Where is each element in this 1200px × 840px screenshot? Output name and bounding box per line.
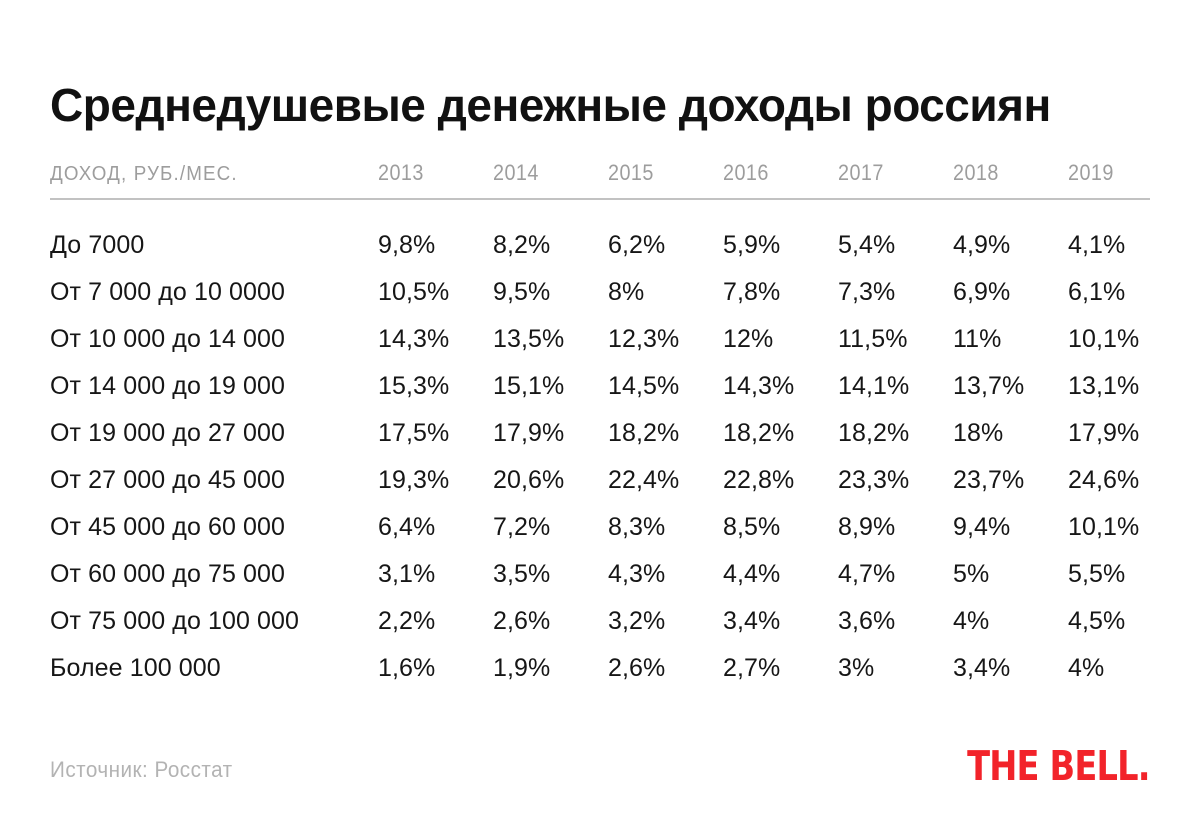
value-cell: 23,3% xyxy=(838,466,910,494)
income-bracket-label: От 45 000 до 60 000 xyxy=(50,513,286,541)
value-cell: 18,2% xyxy=(838,419,910,447)
value-cell: 9,8% xyxy=(378,231,436,259)
value-cell: 11% xyxy=(953,325,1002,353)
value-cell: 22,8% xyxy=(723,466,795,494)
table-row xyxy=(50,457,1190,504)
year-column-header: 2013 xyxy=(378,160,424,185)
value-cell: 4,7% xyxy=(838,560,896,588)
year-column-header: 2016 xyxy=(723,160,769,185)
value-cell: 14,3% xyxy=(378,325,450,353)
value-cell: 18,2% xyxy=(608,419,680,447)
table-row xyxy=(50,410,1190,457)
value-cell: 4% xyxy=(1068,654,1105,682)
value-cell: 6,2% xyxy=(608,231,666,259)
value-cell: 17,9% xyxy=(493,419,565,447)
table-row xyxy=(50,645,1190,692)
value-cell: 8,3% xyxy=(608,513,666,541)
table-body xyxy=(50,200,1190,692)
value-cell: 6,4% xyxy=(378,513,436,541)
value-cell: 17,9% xyxy=(1068,419,1140,447)
table-row xyxy=(50,598,1190,645)
value-cell: 18% xyxy=(953,419,1004,447)
value-cell: 12% xyxy=(723,325,774,353)
value-cell: 18,2% xyxy=(723,419,795,447)
value-cell: 2,6% xyxy=(493,607,551,635)
value-cell: 23,7% xyxy=(953,466,1025,494)
income-bracket-label: Более 100 000 xyxy=(50,654,221,682)
value-cell: 5,4% xyxy=(838,231,896,259)
value-cell: 3,1% xyxy=(378,560,436,588)
income-bracket-label: От 10 000 до 14 000 xyxy=(50,325,286,353)
value-cell: 3% xyxy=(838,654,875,682)
value-cell: 5,9% xyxy=(723,231,781,259)
value-cell: 2,7% xyxy=(723,654,781,682)
value-cell: 5% xyxy=(953,560,990,588)
income-bracket-label: От 7 000 до 10 0000 xyxy=(50,278,286,306)
value-cell: 9,5% xyxy=(493,278,551,306)
value-cell: 5,5% xyxy=(1068,560,1126,588)
value-cell: 20,6% xyxy=(493,466,565,494)
value-cell: 24,6% xyxy=(1068,466,1140,494)
value-cell: 15,1% xyxy=(493,372,565,400)
value-cell: 8,5% xyxy=(723,513,781,541)
income-bracket-label: До 7000 xyxy=(50,231,145,259)
value-cell: 9,4% xyxy=(953,513,1011,541)
value-cell: 2,6% xyxy=(608,654,666,682)
table-header-row xyxy=(50,160,1190,186)
income-column-header: ДОХОД, РУБ./МЕС. xyxy=(50,163,238,185)
value-cell: 1,6% xyxy=(378,654,436,682)
value-cell: 4,1% xyxy=(1068,231,1126,259)
value-cell: 4% xyxy=(953,607,990,635)
value-cell: 13,7% xyxy=(953,372,1025,400)
income-bracket-label: От 75 000 до 100 000 xyxy=(50,607,300,635)
value-cell: 4,4% xyxy=(723,560,781,588)
table-row xyxy=(50,269,1190,316)
value-cell: 4,3% xyxy=(608,560,666,588)
year-column-header: 2015 xyxy=(608,160,654,185)
income-bracket-label: От 19 000 до 27 000 xyxy=(50,419,286,447)
value-cell: 15,3% xyxy=(378,372,450,400)
value-cell: 7,2% xyxy=(493,513,551,541)
table-row xyxy=(50,551,1190,598)
value-cell: 14,1% xyxy=(838,372,910,400)
value-cell: 3,6% xyxy=(838,607,896,635)
income-bracket-label: От 27 000 до 45 000 xyxy=(50,466,286,494)
value-cell: 4,5% xyxy=(1068,607,1126,635)
table-row xyxy=(50,222,1190,269)
value-cell: 8,9% xyxy=(838,513,896,541)
value-cell: 13,1% xyxy=(1068,372,1140,400)
page-title: Среднедушевые денежные доходы россиян xyxy=(50,78,1051,131)
table-row xyxy=(50,363,1190,410)
value-cell: 3,4% xyxy=(953,654,1011,682)
value-cell: 2,2% xyxy=(378,607,436,635)
value-cell: 12,3% xyxy=(608,325,680,353)
value-cell: 6,1% xyxy=(1068,278,1126,306)
income-bracket-label: От 14 000 до 19 000 xyxy=(50,372,286,400)
the-bell-logo: THE BELL. xyxy=(967,742,1150,790)
value-cell: 4,9% xyxy=(953,231,1011,259)
value-cell: 8% xyxy=(608,278,645,306)
value-cell: 11,5% xyxy=(838,325,908,353)
value-cell: 8,2% xyxy=(493,231,551,259)
value-cell: 10,1% xyxy=(1068,325,1140,353)
value-cell: 14,3% xyxy=(723,372,795,400)
value-cell: 7,8% xyxy=(723,278,781,306)
value-cell: 3,4% xyxy=(723,607,781,635)
value-cell: 7,3% xyxy=(838,278,896,306)
income-bracket-label: От 60 000 до 75 000 xyxy=(50,560,286,588)
source-note: Источник: Росстат xyxy=(50,757,233,782)
value-cell: 10,5% xyxy=(378,278,450,306)
year-column-header: 2019 xyxy=(1068,160,1114,185)
year-column-header: 2018 xyxy=(953,160,999,185)
table-row xyxy=(50,316,1190,363)
year-column-header: 2017 xyxy=(838,160,884,185)
year-column-header: 2014 xyxy=(493,160,539,185)
value-cell: 3,2% xyxy=(608,607,666,635)
value-cell: 19,3% xyxy=(378,466,450,494)
value-cell: 3,5% xyxy=(493,560,551,588)
value-cell: 13,5% xyxy=(493,325,565,353)
value-cell: 17,5% xyxy=(378,419,450,447)
table-row xyxy=(50,504,1190,551)
value-cell: 10,1% xyxy=(1068,513,1140,541)
value-cell: 1,9% xyxy=(493,654,551,682)
value-cell: 6,9% xyxy=(953,278,1011,306)
value-cell: 22,4% xyxy=(608,466,680,494)
value-cell: 14,5% xyxy=(608,372,680,400)
